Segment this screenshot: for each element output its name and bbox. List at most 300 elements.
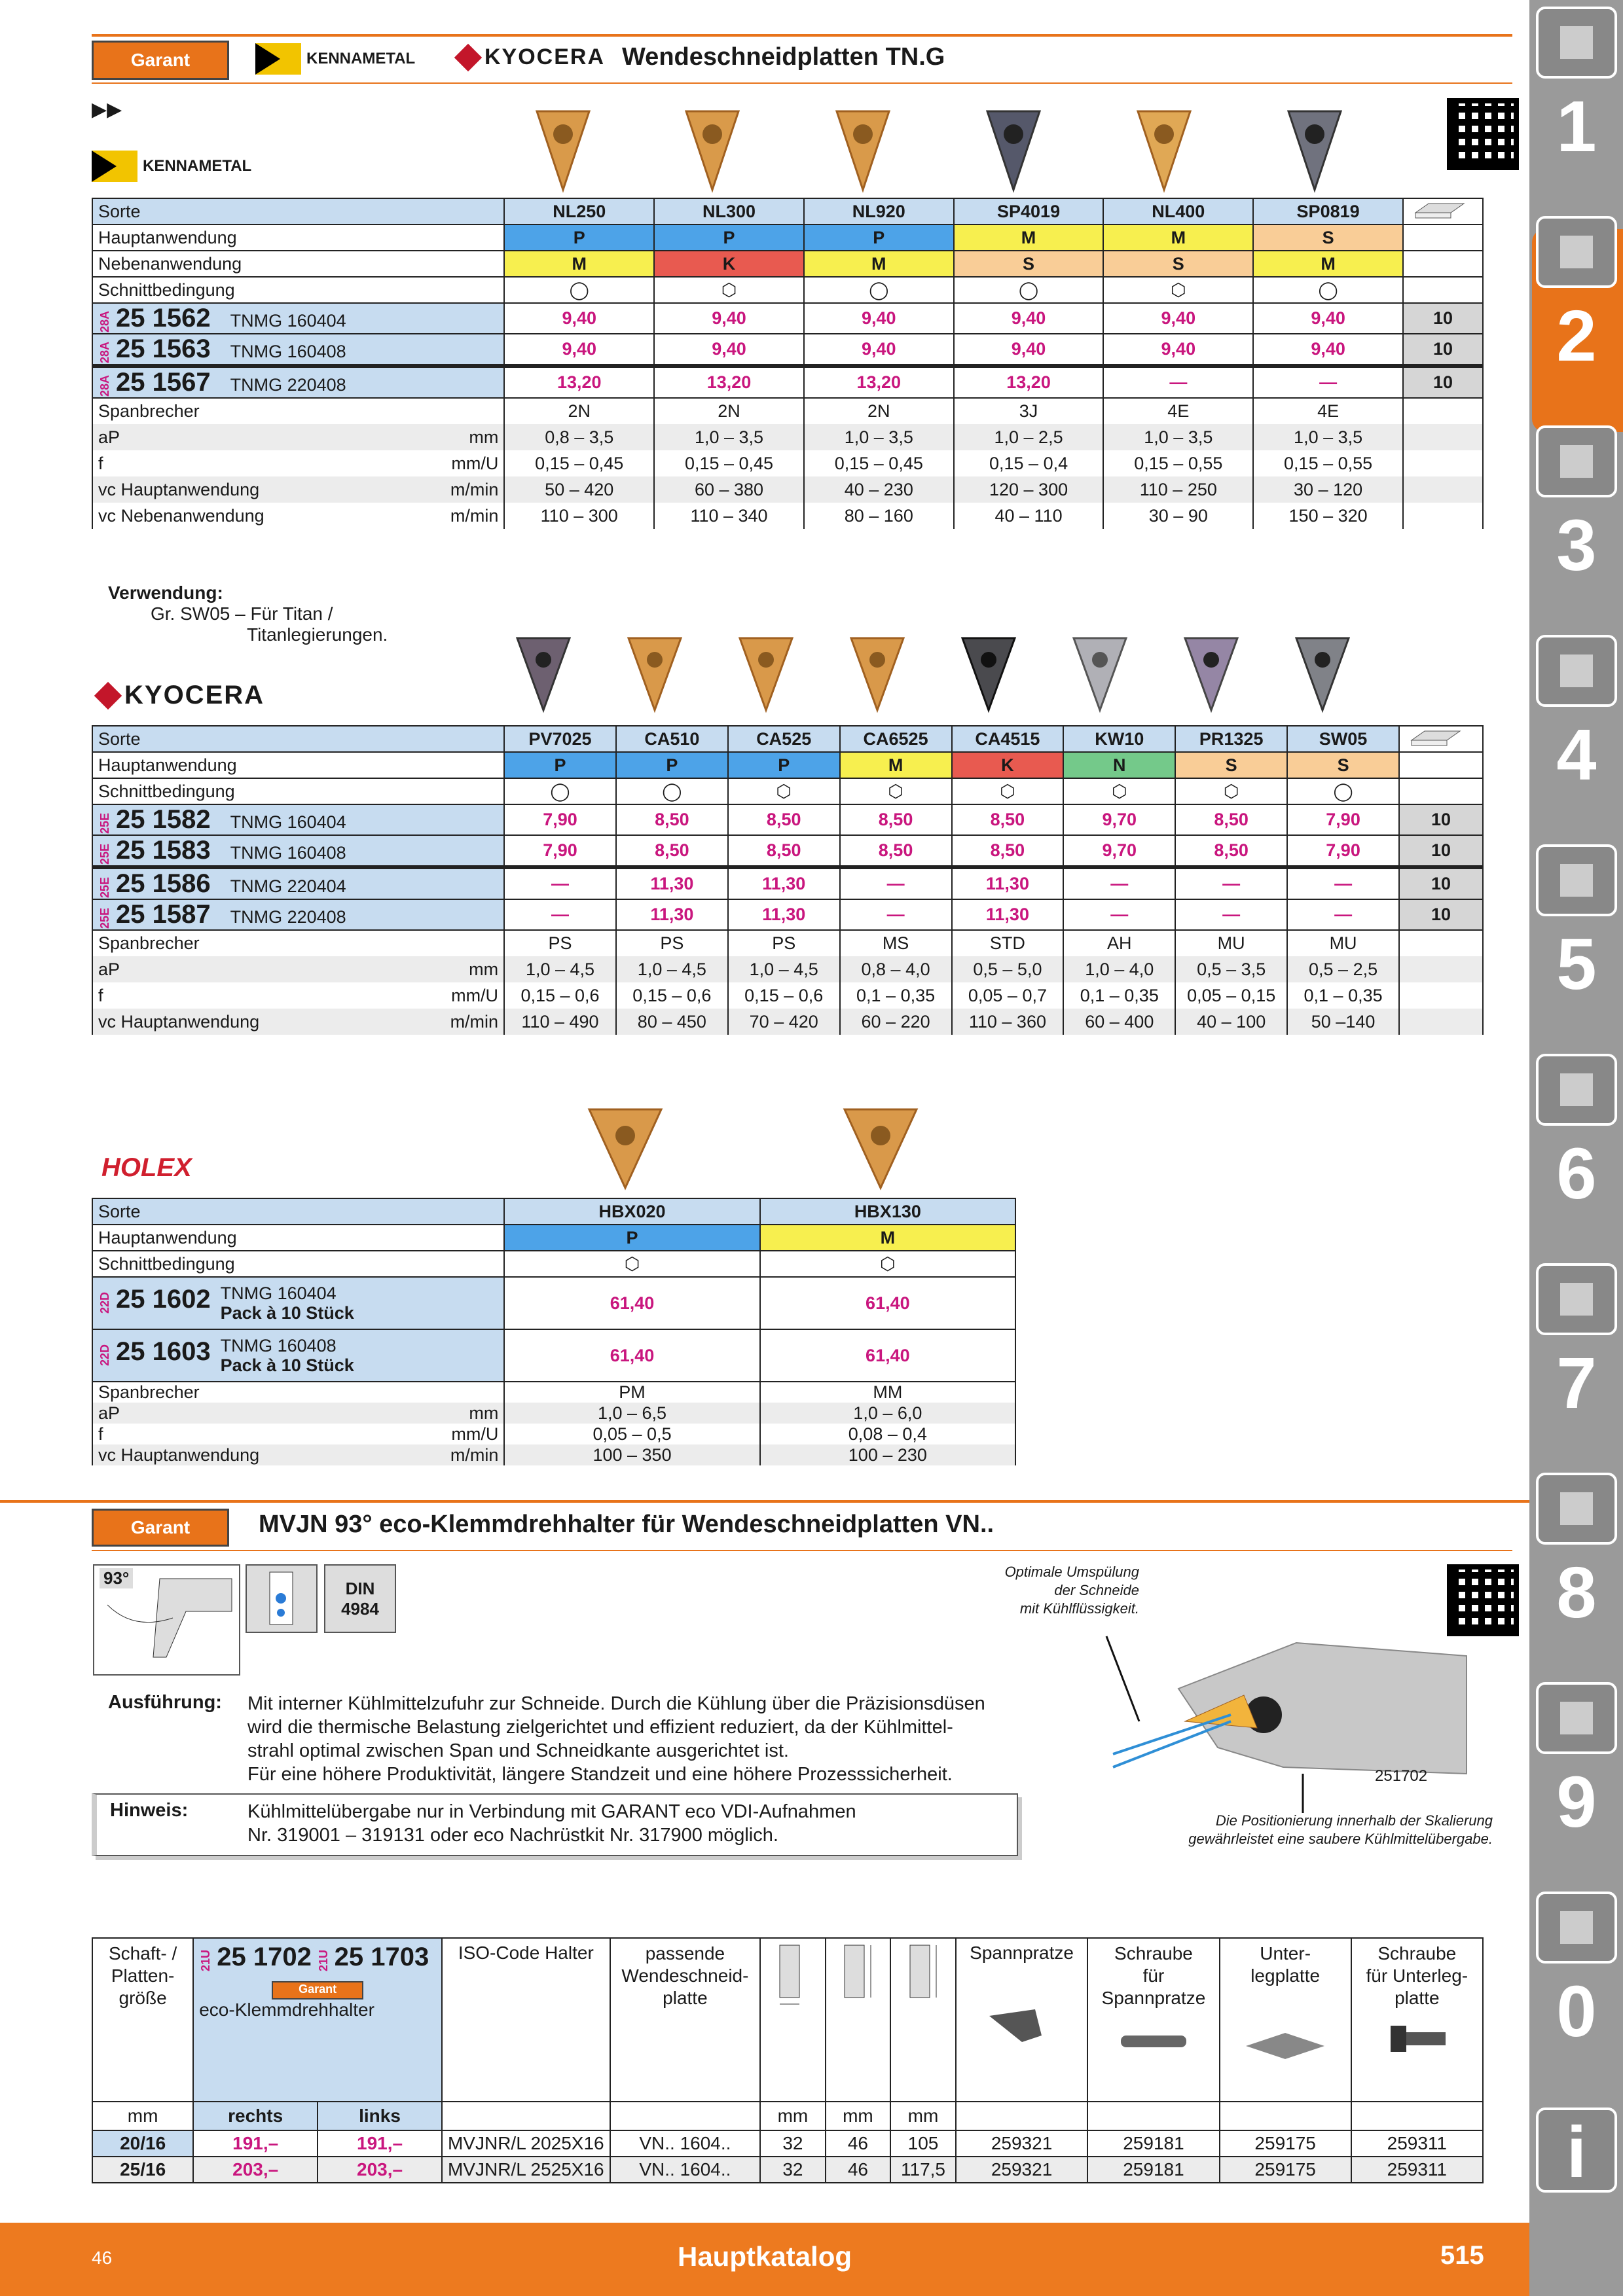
article-row[interactable] xyxy=(92,1277,1015,1329)
pack-cell: 10 xyxy=(1399,804,1483,835)
header-schraube2 xyxy=(1351,1938,1483,2102)
pack-cell: 10 xyxy=(1399,867,1483,899)
empty-cell xyxy=(1399,1009,1483,1035)
param-value: 0,15 – 0,45 xyxy=(504,450,654,476)
param-value: 30 – 120 xyxy=(1253,476,1403,503)
price-cell: 8,50 xyxy=(840,804,952,835)
haupt-cell: P xyxy=(728,752,840,778)
header-iso: ISO-Code Halter xyxy=(442,1938,610,2102)
param-label-cell xyxy=(92,450,504,476)
cut-condition-icon: ⬡ xyxy=(654,277,804,303)
price-cell: 9,40 xyxy=(504,303,654,334)
cell-a: 32 xyxy=(760,2130,825,2157)
price-cell: 13,20 xyxy=(654,366,804,398)
param-value: PS xyxy=(504,930,616,956)
empty-cell xyxy=(1403,398,1483,424)
table-row xyxy=(92,778,1483,804)
unit-links: links xyxy=(318,2102,442,2130)
pack-cell: 10 xyxy=(1403,334,1483,366)
cell-size: 25/16 xyxy=(92,2157,193,2183)
price-cell: — xyxy=(1253,366,1403,398)
haupt-cell: S xyxy=(1287,752,1399,778)
param-value: 0,15 – 0,6 xyxy=(616,982,728,1009)
price-cell: 9,40 xyxy=(654,334,804,366)
kennametal-params xyxy=(92,398,1483,529)
din-badge: DIN 4984 xyxy=(324,1564,396,1633)
param-label-cell xyxy=(92,1403,504,1424)
pack-cell: 10 xyxy=(1399,899,1483,930)
header-line: für Unterleg- xyxy=(1366,1965,1468,1986)
row-label-haupt: Hauptanwendung xyxy=(92,1225,504,1251)
cell-links: 191,– xyxy=(318,2130,442,2157)
header-line: legplatte xyxy=(1250,1965,1321,1986)
param-label-cell xyxy=(92,1444,504,1465)
kennametal-table xyxy=(92,198,1484,529)
price-cell: 13,20 xyxy=(804,366,954,398)
param-value: 0,1 – 0,35 xyxy=(1287,982,1399,1009)
grade-header: NL400 xyxy=(1103,198,1253,224)
kyocera-mark-icon xyxy=(94,681,122,709)
empty-cell xyxy=(1351,2102,1483,2130)
article-code: TNMG 160404 xyxy=(230,812,346,832)
param-value: STD xyxy=(952,930,1064,956)
haupt-cell: P xyxy=(504,1225,759,1251)
haupt-cell: K xyxy=(952,752,1064,778)
note-line: der Schneide xyxy=(1054,1582,1139,1598)
section-title: MVJN 93° eco-Klemmdrehhalter für Wendeschneidplatten VN.. xyxy=(259,1511,994,1538)
sidebar-chapter-number[interactable]: 2 xyxy=(1556,296,1597,376)
grade-header: CA525 xyxy=(728,726,840,752)
price-cell: — xyxy=(504,867,616,899)
price-cell: 9,40 xyxy=(1103,334,1253,366)
kennametal-insert-images xyxy=(498,105,1414,203)
qr-code-icon[interactable] xyxy=(1447,98,1519,170)
section-rule xyxy=(0,1500,1529,1503)
param-unit: mm/U xyxy=(451,453,499,473)
table-row[interactable] xyxy=(92,2130,1483,2157)
cut-condition-icon: ⬡ xyxy=(1063,778,1175,804)
article-number: 25 1703 xyxy=(334,1943,429,1971)
param-value: 40 – 110 xyxy=(954,503,1104,529)
article-row[interactable] xyxy=(92,1329,1015,1382)
header-plate xyxy=(610,1938,761,2102)
article-pack: Pack à 10 Stück xyxy=(220,1355,354,1375)
param-unit: mm/U xyxy=(451,1424,499,1444)
kyocera-logo xyxy=(458,45,605,70)
param-unit: m/min xyxy=(450,1444,499,1465)
article-number: 25 1603 xyxy=(116,1337,211,1367)
cell-s2: 259181 xyxy=(1087,2130,1219,2157)
article-row[interactable] xyxy=(92,867,1483,899)
article-number: 25 1563 xyxy=(116,334,211,363)
header-line: Schraube xyxy=(1377,1943,1457,1964)
table-row xyxy=(92,752,1483,778)
haupt-cell: M xyxy=(840,752,952,778)
price-cell: 8,50 xyxy=(728,804,840,835)
price-cell: 61,40 xyxy=(760,1329,1015,1382)
article-tag: 21U xyxy=(316,1950,330,1972)
haupt-cell: S xyxy=(1175,752,1287,778)
sidebar-chapter-number[interactable]: 8 xyxy=(1556,1552,1597,1633)
empty-cell xyxy=(1399,778,1483,804)
text-line: Mit interner Kühlmittelzufuhr zur Schneide. Durch die Kühlung über die Präzisionsdüsen xyxy=(247,1693,985,1714)
param-label-cell xyxy=(92,503,504,529)
param-value: 1,0 – 4,5 xyxy=(616,956,728,982)
dimension-b-icon xyxy=(838,1939,877,2011)
text-line: Nr. 319001 – 319131 oder eco Nachrüstkit Nr. 317900 möglich. xyxy=(247,1825,778,1846)
sidebar-tab-icon[interactable] xyxy=(1536,844,1617,916)
unit-cell: mm xyxy=(890,2102,956,2130)
price-cell: 7,90 xyxy=(1287,835,1399,867)
param-label-cell xyxy=(92,1424,504,1444)
param-row xyxy=(92,476,1483,503)
price-cell: 9,40 xyxy=(504,334,654,366)
param-value: 110 – 300 xyxy=(504,503,654,529)
param-value: 2N xyxy=(504,398,654,424)
price-cell: 9,40 xyxy=(954,334,1104,366)
sidebar-tab-icon[interactable] xyxy=(1536,1892,1617,1964)
param-row xyxy=(92,503,1483,529)
param-row xyxy=(92,450,1483,476)
kyocera-section-logo xyxy=(98,681,264,710)
article-code: TNMG 160408 xyxy=(230,342,346,361)
dim-icon-b xyxy=(826,1938,890,2102)
article-row[interactable] xyxy=(92,804,1483,835)
param-value: AH xyxy=(1063,930,1175,956)
haupt-cell: P xyxy=(504,224,654,251)
article-row[interactable] xyxy=(92,334,1483,366)
cut-condition-icon: ⬡ xyxy=(504,1251,759,1277)
header-line: Wendeschneid- xyxy=(621,1965,749,1986)
article-code: TNMG 220408 xyxy=(230,375,346,395)
price-cell: 8,50 xyxy=(616,804,728,835)
table-row xyxy=(92,251,1483,277)
note-line: mit Kühlflüssigkeit. xyxy=(1019,1600,1139,1617)
header-line: für xyxy=(1142,1965,1165,1986)
param-value: 0,15 – 0,45 xyxy=(804,450,954,476)
garant-logo xyxy=(92,41,229,80)
param-value: MU xyxy=(1175,930,1287,956)
page-title: Wendeschneidplatten TN.G xyxy=(622,43,945,71)
cell-s3: 259175 xyxy=(1220,2130,1351,2157)
sidebar-chapter-number[interactable]: 3 xyxy=(1556,505,1597,586)
price-cell: 11,30 xyxy=(952,867,1064,899)
param-row xyxy=(92,1009,1483,1035)
sidebar-chapter-number[interactable]: 7 xyxy=(1556,1343,1597,1424)
price-cell: — xyxy=(1287,899,1399,930)
param-value: 100 – 350 xyxy=(504,1444,759,1465)
sidebar-tab-icon[interactable] xyxy=(1536,1263,1617,1335)
article-cell xyxy=(92,334,504,366)
hinweis-text xyxy=(247,1800,856,1847)
price-cell: 61,40 xyxy=(760,1277,1015,1329)
angle-diagram-icon xyxy=(93,1564,240,1676)
sidebar-chapter-number[interactable]: 5 xyxy=(1556,924,1597,1005)
article-code: TNMG 160408 xyxy=(220,1336,337,1355)
param-label: f xyxy=(98,1424,103,1444)
price-cell: 9,40 xyxy=(954,303,1104,334)
screw-icon xyxy=(1114,2029,1193,2055)
param-value: 0,8 – 4,0 xyxy=(840,956,952,982)
article-tag: 21U xyxy=(199,1950,213,1972)
sidebar-tab-icon[interactable] xyxy=(1536,1682,1617,1754)
article-cell xyxy=(92,835,504,867)
garant-logo xyxy=(92,1509,229,1547)
header-line: Unter- xyxy=(1260,1943,1311,1964)
price-cell: 8,50 xyxy=(1175,804,1287,835)
sidebar-chapter-number[interactable]: 0 xyxy=(1556,1971,1597,2052)
grade-header: CA4515 xyxy=(952,726,1064,752)
empty-cell xyxy=(1403,503,1483,529)
row-label-haupt: Hauptanwendung xyxy=(92,752,504,778)
ausfuehrung-label: Ausführung: xyxy=(108,1692,222,1713)
sidebar-chapter-number[interactable]: 4 xyxy=(1556,715,1597,795)
header-line: Spannpratze xyxy=(970,1943,1074,1963)
param-value: 0,5 – 3,5 xyxy=(1175,956,1287,982)
table-row xyxy=(92,1225,1015,1251)
cell-links: 203,– xyxy=(318,2157,442,2183)
param-label-cell xyxy=(92,982,504,1009)
article-row[interactable] xyxy=(92,366,1483,398)
param-value: 1,0 – 4,5 xyxy=(504,956,616,982)
price-cell: — xyxy=(840,867,952,899)
sidebar-chapter-number[interactable]: 1 xyxy=(1556,86,1597,167)
dimension-a-icon xyxy=(773,1939,812,2011)
header-unter xyxy=(1220,1938,1351,2102)
header-rule xyxy=(92,34,1512,37)
table-row xyxy=(92,1251,1015,1277)
param-value: 0,15 – 0,4 xyxy=(954,450,1104,476)
param-value: 1,0 – 3,5 xyxy=(1253,424,1403,450)
grade-header: NL300 xyxy=(654,198,804,224)
article-tag: 25E xyxy=(98,876,111,898)
price-cell: 11,30 xyxy=(616,867,728,899)
note-line: gewährleistet eine saubere Kühlmittelübergabe. xyxy=(1188,1831,1493,1847)
haupt-cell: M xyxy=(954,224,1104,251)
coolant-icon xyxy=(246,1564,318,1633)
price-cell: 11,30 xyxy=(728,899,840,930)
sidebar-tab-icon[interactable] xyxy=(1536,1054,1617,1126)
holder-label: eco-Klemmdrehhalter xyxy=(199,2000,374,2020)
grade-header: SP4019 xyxy=(954,198,1104,224)
price-cell: — xyxy=(1287,867,1399,899)
param-value: 1,0 – 6,0 xyxy=(760,1403,1015,1424)
haupt-cell: N xyxy=(1063,752,1175,778)
cell-plate: VN.. 1604.. xyxy=(610,2130,761,2157)
sidebar-chapter-number[interactable]: 6 xyxy=(1556,1134,1597,1214)
price-cell: — xyxy=(1175,899,1287,930)
article-row[interactable] xyxy=(92,899,1483,930)
insert-image-nl250 xyxy=(537,111,589,190)
article-row[interactable] xyxy=(92,835,1483,867)
price-cell: 8,50 xyxy=(1175,835,1287,867)
row-label-schnitt: Schnittbedingung xyxy=(92,1251,504,1277)
param-value: 1,0 – 4,5 xyxy=(728,956,840,982)
price-cell: — xyxy=(1063,867,1175,899)
sidebar-tab-icon[interactable] xyxy=(1536,1473,1617,1545)
price-cell: 13,20 xyxy=(954,366,1104,398)
sidebar-tab-icon[interactable] xyxy=(1536,7,1617,79)
header-line: Schraube xyxy=(1114,1943,1193,1964)
unit-cell: mm xyxy=(760,2102,825,2130)
cut-condition-icon: ◯ xyxy=(1253,277,1403,303)
cell-c: 105 xyxy=(890,2130,956,2157)
haupt-cell: M xyxy=(760,1225,1015,1251)
sidebar-tab-icon[interactable] xyxy=(1536,635,1617,707)
cell-iso: MVJNR/L 2525X16 xyxy=(442,2157,610,2183)
param-label-cell xyxy=(92,476,504,503)
sidebar-tab-icon[interactable] xyxy=(1536,216,1617,288)
pack-box-icon xyxy=(1409,200,1468,219)
text-line: Kühlmittelübergabe nur in Verbindung mit GARANT eco VDI-Aufnahmen xyxy=(247,1801,856,1822)
article-number: 25 1602 xyxy=(116,1285,211,1314)
param-value: 1,0 – 3,5 xyxy=(654,424,804,450)
param-row xyxy=(92,1382,1015,1403)
param-value: 3J xyxy=(954,398,1104,424)
param-value: 0,05 – 0,7 xyxy=(952,982,1064,1009)
param-value: 0,05 – 0,5 xyxy=(504,1424,759,1444)
dim-icon-c xyxy=(890,1938,956,2102)
article-tag: 25E xyxy=(98,843,111,865)
image-article-nr: 251702 xyxy=(1375,1767,1428,1785)
param-value: PS xyxy=(728,930,840,956)
empty-cell xyxy=(1399,930,1483,956)
neben-cell: M xyxy=(804,251,954,277)
param-label: vc Nebenanwendung xyxy=(98,505,264,526)
article-pack: Pack à 10 Stück xyxy=(220,1303,354,1323)
article-number: 25 1562 xyxy=(116,304,211,332)
empty-cell xyxy=(1403,277,1483,303)
garant-mini-logo: Garant xyxy=(272,1981,363,2000)
table-unit-row xyxy=(92,2102,1483,2130)
insert-image-nl400 xyxy=(1138,111,1190,190)
price-cell: 11,30 xyxy=(952,899,1064,930)
price-cell: 11,30 xyxy=(616,899,728,930)
note-top xyxy=(976,1563,1139,1618)
param-label: aP xyxy=(98,427,120,447)
price-cell: 9,40 xyxy=(1103,303,1253,334)
cut-condition-icon: ⬡ xyxy=(728,778,840,804)
kyocera-mark-icon xyxy=(454,43,482,71)
article-tag: 25E xyxy=(98,907,111,929)
sidebar-tab-icon[interactable] xyxy=(1536,425,1617,497)
empty-cell xyxy=(1403,424,1483,450)
param-value: 60 – 400 xyxy=(1063,1009,1175,1035)
neben-cell: M xyxy=(1253,251,1403,277)
param-value: 40 – 230 xyxy=(804,476,954,503)
empty-cell xyxy=(1403,224,1483,251)
header-rule-bottom xyxy=(92,82,1512,84)
param-label-cell xyxy=(92,930,504,956)
price-cell: 9,70 xyxy=(1063,804,1175,835)
angle-label: 93° xyxy=(100,1568,133,1588)
header-line: größe xyxy=(119,1988,167,2008)
param-row xyxy=(92,1444,1015,1465)
param-value: 0,15 – 0,6 xyxy=(504,982,616,1009)
param-value: 4E xyxy=(1253,398,1403,424)
table-row xyxy=(92,277,1483,303)
article-code: TNMG 160404 xyxy=(220,1283,337,1303)
param-value: 80 – 160 xyxy=(804,503,954,529)
param-value: PS xyxy=(616,930,728,956)
haupt-cell: M xyxy=(1103,224,1253,251)
article-row[interactable] xyxy=(92,303,1483,334)
grade-header: NL250 xyxy=(504,198,654,224)
insert-image-nl920 xyxy=(837,111,889,190)
article-cell xyxy=(92,1329,504,1382)
param-value: 0,05 – 0,15 xyxy=(1175,982,1287,1009)
param-value: 1,0 – 3,5 xyxy=(1103,424,1253,450)
kennametal-k-icon xyxy=(255,43,301,75)
param-value: 60 – 380 xyxy=(654,476,804,503)
grade-header: SW05 xyxy=(1287,726,1399,752)
price-cell: 7,90 xyxy=(504,835,616,867)
insert-image-sp4019 xyxy=(987,111,1040,190)
cut-condition-icon: ◯ xyxy=(504,778,616,804)
cut-condition-icon: ◯ xyxy=(616,778,728,804)
verwendung-block xyxy=(108,583,388,645)
grade-header: CA6525 xyxy=(840,726,952,752)
kyocera-section-logo-text: KYOCERA xyxy=(124,681,265,709)
empty-cell xyxy=(1399,956,1483,982)
article-cell xyxy=(92,804,504,835)
unit-cell: mm xyxy=(92,2102,193,2130)
param-value: 0,1 – 0,35 xyxy=(840,982,952,1009)
cell-b: 46 xyxy=(826,2130,890,2157)
pack-icon-cell xyxy=(1403,198,1483,224)
header-article xyxy=(193,1938,442,2102)
price-cell: 8,50 xyxy=(728,835,840,867)
grade-header: PV7025 xyxy=(504,726,616,752)
article-number: 25 1586 xyxy=(116,869,211,898)
mvjn-table xyxy=(92,1937,1484,2183)
cut-condition-icon: ⬡ xyxy=(760,1251,1015,1277)
param-label-cell xyxy=(92,1382,504,1403)
text-line: Für eine höhere Produktivität, längere Standzeit und eine höhere Prozesssicherheit. xyxy=(247,1764,953,1785)
text-line: wird die thermische Belastung zielgerichtet und effizient reduziert, da der Kühlmittel- xyxy=(247,1717,953,1738)
dimension-c-icon xyxy=(903,1939,943,2011)
empty-cell xyxy=(1403,251,1483,277)
cut-condition-icon: ◯ xyxy=(504,277,654,303)
garant-logo-text: Garant xyxy=(130,1517,191,1537)
param-value: 2N xyxy=(804,398,954,424)
catalog-name: Hauptkatalog xyxy=(677,2241,852,2272)
footer xyxy=(0,2223,1529,2296)
kennametal-section-logo xyxy=(92,151,251,182)
double-arrow-icon: ▶▶ xyxy=(92,99,122,120)
cell-b: 46 xyxy=(826,2157,890,2183)
price-cell: — xyxy=(1063,899,1175,930)
sidebar-chapter-number[interactable]: 9 xyxy=(1556,1762,1597,1842)
cut-condition-icon: ⬡ xyxy=(952,778,1064,804)
param-value: 0,15 – 0,45 xyxy=(654,450,804,476)
price-cell: 13,20 xyxy=(504,366,654,398)
cell-s4: 259311 xyxy=(1351,2157,1483,2183)
param-unit: m/min xyxy=(450,479,499,499)
param-value: 120 – 300 xyxy=(954,476,1104,503)
unit-cell: mm xyxy=(826,2102,890,2130)
table-row[interactable] xyxy=(92,2157,1483,2183)
note-line: Optimale Umspülung xyxy=(1004,1564,1139,1580)
article-number: 25 1583 xyxy=(116,836,211,865)
article-tag: 28A xyxy=(98,342,111,364)
header-line: platte xyxy=(663,1988,708,2008)
holder-image xyxy=(1087,1617,1506,1833)
sidebar-chapter-number[interactable]: i xyxy=(1536,2108,1617,2193)
text-line: strahl optimal zwischen Span und Schneidkante ausgerichtet ist. xyxy=(247,1740,789,1761)
grade-header: HBX020 xyxy=(504,1198,759,1225)
verwendung-heading: Verwendung: xyxy=(108,583,223,603)
